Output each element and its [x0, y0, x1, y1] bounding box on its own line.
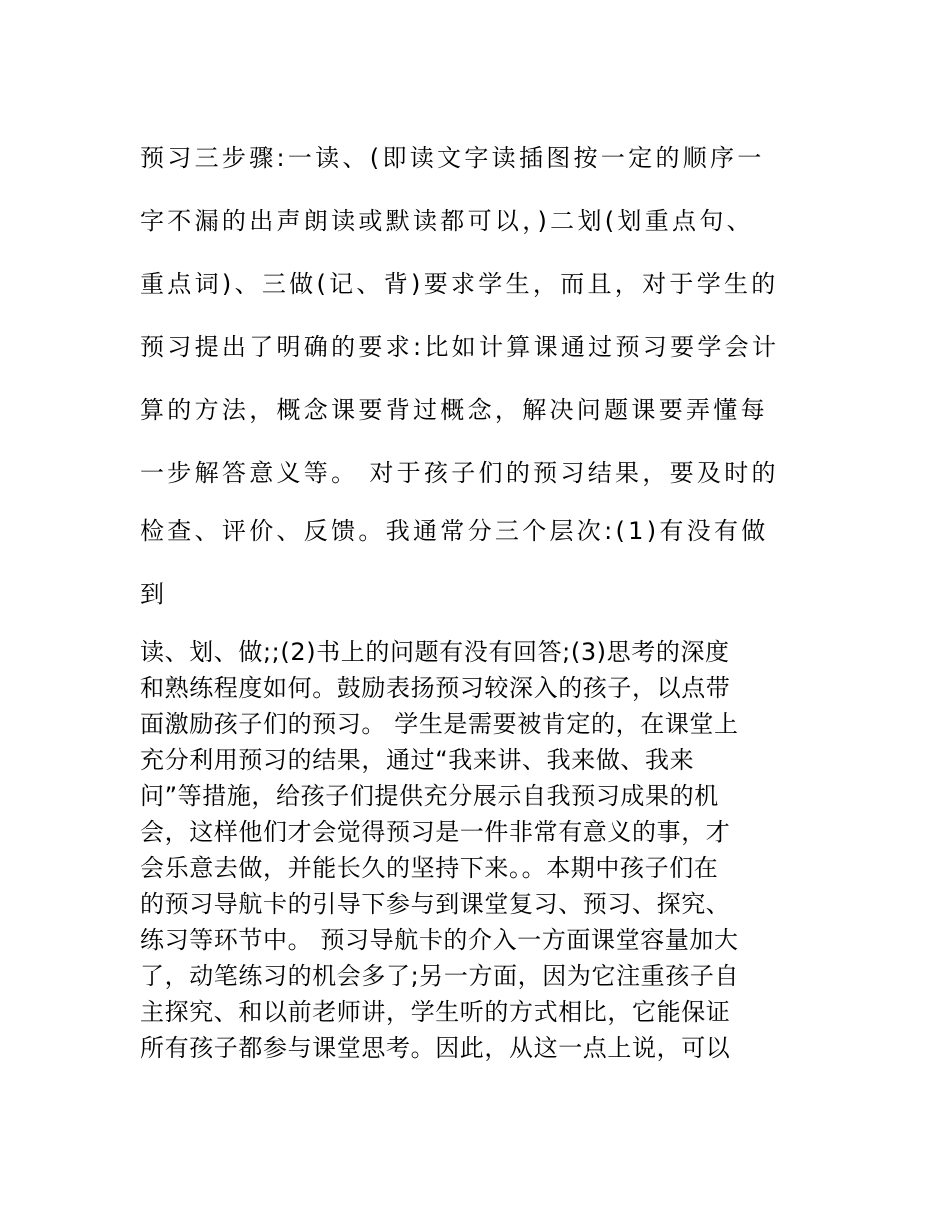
- text-line: 的预习导航卡的引导下参与到课堂复习、预习、探究、: [140, 890, 731, 918]
- text-line: 字不漏的出声朗读或默读都可以，)二划(划重点句、: [140, 207, 754, 235]
- text-line: 预习提出了明确的要求:比如计算课通过预习要学会计: [140, 333, 780, 361]
- text-line: 检查、评价、反馈。我通常分三个层次:(1)有没有做: [140, 517, 769, 545]
- text-line: 重点词)、三做(记、背)要求学生，而且，对于学生的: [140, 270, 779, 298]
- text-line: 一步解答意义等。 对于孩子们的预习结果，要及时的: [140, 459, 779, 487]
- text-line: 算的方法，概念课要背过概念，解决问题课要弄懂每: [140, 396, 768, 424]
- text-line: 到: [140, 580, 168, 608]
- text-line: 充分利用预习的结果，通过“我来讲、我来做、我来: [140, 746, 695, 774]
- text-line: 预习三步骤:一读、(即读文字读插图按一定的顺序一: [140, 144, 765, 172]
- text-line: 会乐意去做，并能长久的坚持下来。。本期中孩子们在: [140, 854, 719, 882]
- text-line: 和熟练程度如何。鼓励表扬预习较深入的孩子，以点带: [140, 674, 731, 702]
- text-line: 了，动笔练习的机会多了;另一方面，因为它注重孩子自: [140, 962, 740, 990]
- text-line: 所有孩子都参与课堂思考。因此，从这一点上说，可以: [140, 1034, 731, 1062]
- text-line: 读、划、做;;(2)书上的问题有没有回答;(3)思考的深度: [140, 638, 730, 666]
- text-line: 问”等措施，给孩子们提供充分展示自我预习成果的机: [140, 782, 719, 810]
- text-line: 主探究、和以前老师讲，学生听的方式相比，它能保证: [140, 998, 731, 1026]
- text-line: 面激励孩子们的预习。 学生是需要被肯定的，在课堂上: [140, 710, 739, 738]
- text-line: 会，这样他们才会觉得预习是一件非常有意义的事，才: [140, 818, 731, 846]
- text-line: 练习等环节中。 预习导航卡的介入一方面课堂容量加大: [140, 926, 739, 954]
